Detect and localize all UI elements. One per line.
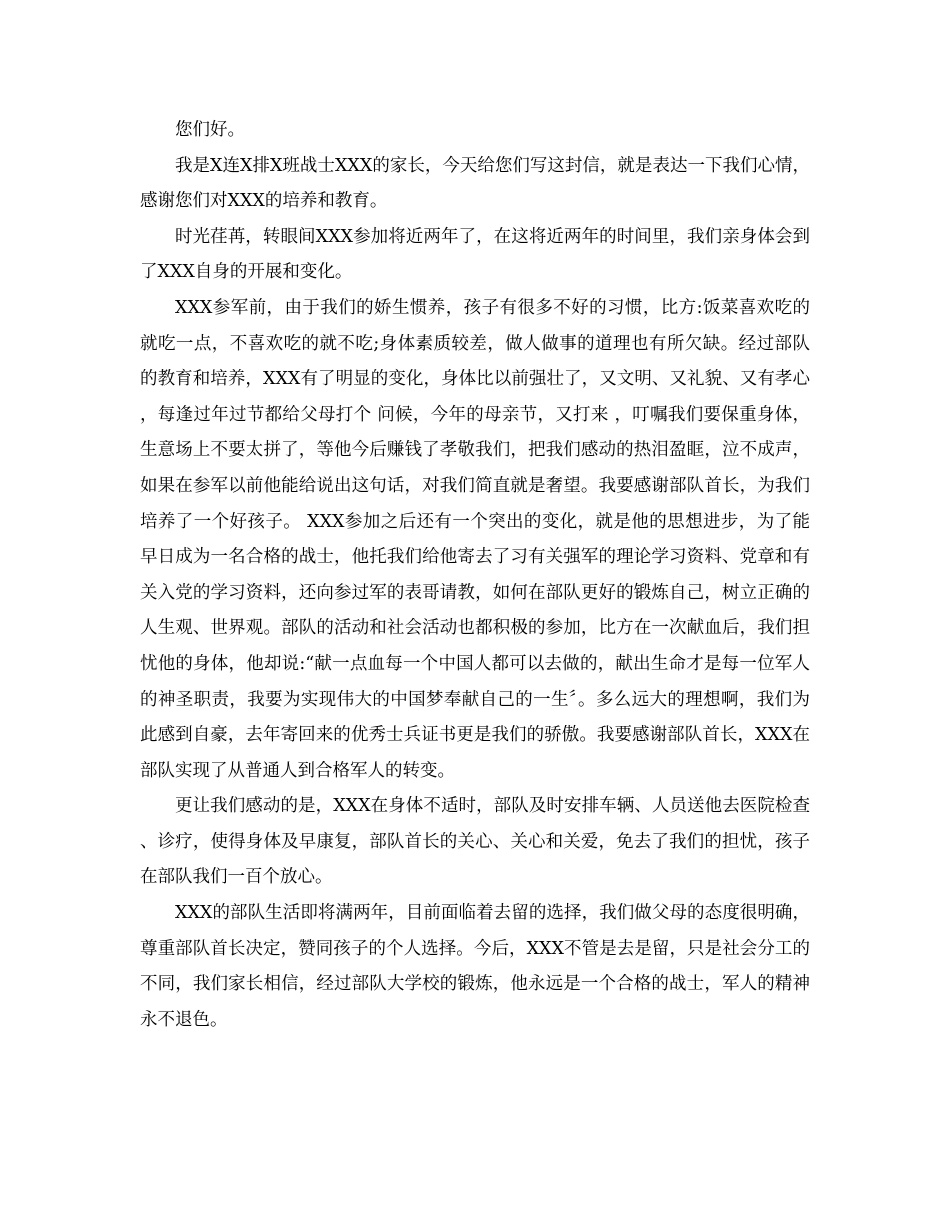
letter-body (140, 113, 810, 1038)
introduction-paragraph: 我是X连X排X班战士XXX的家长，今天给您们写这封信，就是表达一下我们心情，感谢您们对XXX的培养和教育。 (140, 155, 810, 212)
time-passing-paragraph: 时光荏苒，转眼间XXX参加将近两年了，在这将近两年的时间里，我们亲身体会到了XXX自身的开展和变化。 (140, 226, 810, 283)
care-gratitude-paragraph: 更让我们感动的是，XXX在身体不适时，部队及时安排车辆、人员送他去医院检查、诊疗，使得身体及早康复，部队首长的关心、关心和关爱，免去了我们的担忧，孩子在部队我们一百个放心。 (140, 796, 810, 888)
greeting-paragraph: 您们好。 (175, 120, 245, 140)
future-choice-paragraph: XXX的部队生活即将满两年，目前面临着去留的选择，我们做父母的态度很明确，尊重部队首长决定，赞同孩子的个人选择。今后，XXX不管是去是留，只是社会分工的不同，我们家长相信，经过部队大学校的锻炼，他永远是一个合格的战士，军人的精神永不退色。 (140, 903, 810, 1030)
changes-and-progress-paragraph: XXX参军前，由于我们的娇生惯养，孩子有很多不好的习惯，比方:饭菜喜欢吃的就吃一点，不喜欢吃的就不吃;身体素质较差，做人做事的道理也有所欠缺。经过部队的教育和培养，XXX有了明显的变化，身体比以前强壮了，又文明、又礼貌、又有孝心，每逢过年过节都给父母打个 问候，今年的母亲节，又打来 ，叮嘱我们要保重身体，生意场上不要太拼了，等他今后赚钱了孝敬我们，把我们感动的热泪盈眶，泣不成声，如果在参军以前他能给说出这句话，对我们简直就是奢望。我要感谢部队首长，为我们培养了一个好孩子。 XXX参加之后还有一个突出的变化，就是他的思想进步，为了能早日成为一名合格的战士，他托我们给他寄去了习有关强军的理论学习资料、党章和有关入党的学习资料，还向参过军的表哥请教，如何在部队更好的锻炼自己，树立正确的人生观、世界观。部队的活动和社会活动也都积极的参加，比方在一次献血后，我们担忧他的身体，他却说:“献一点血每一个中国人都可以去做的，献出生命才是每一位军人的神圣职责，我要为实现伟大的中国梦奉献自己的一生〞。多么远大的理想啊，我们为此感到自豪，去年寄回来的优秀士兵证书更是我们的骄傲。我要感谢部队首长，XXX在部队实现了从普通人到合格军人的转变。 (140, 297, 810, 781)
